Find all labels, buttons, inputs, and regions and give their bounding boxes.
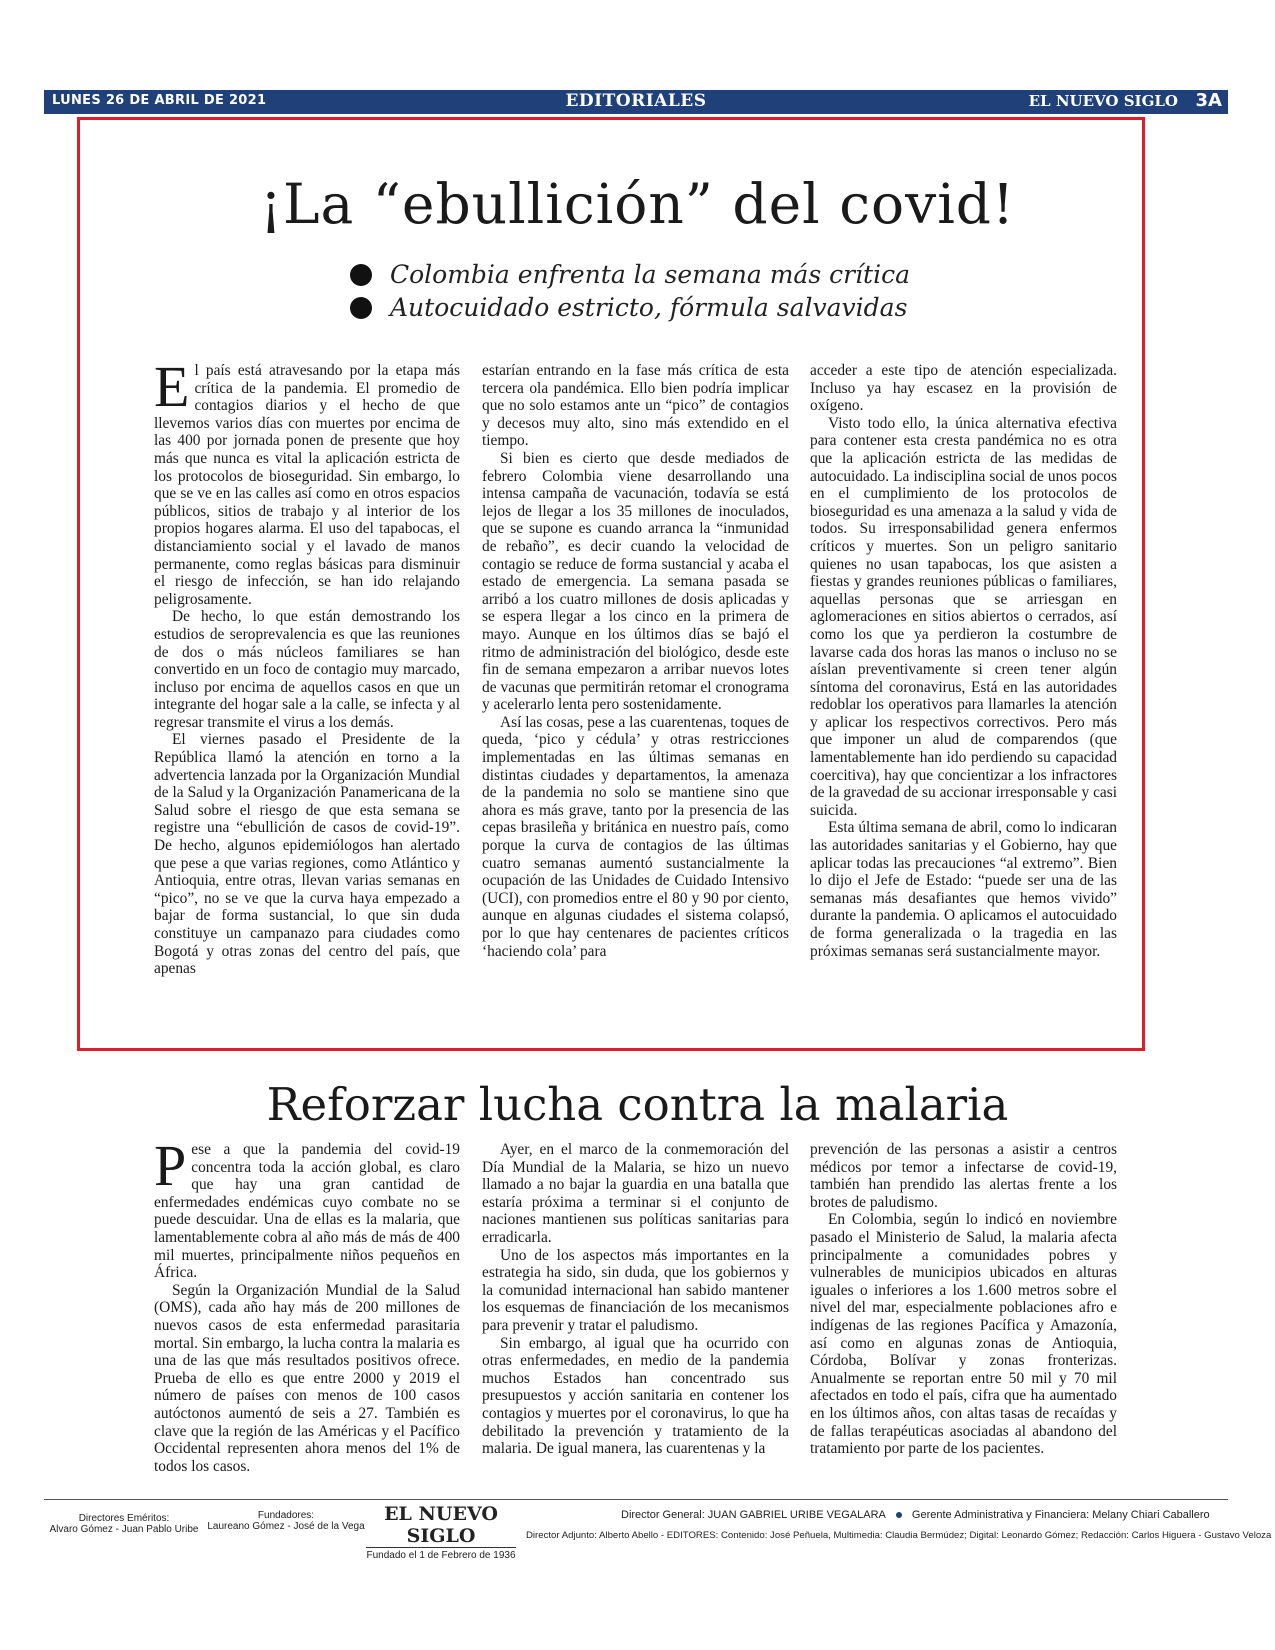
bullet-item [350,258,970,291]
bullet-dot-icon [350,264,372,286]
issue-date: LUNES 26 DE ABRIL DE 2021 [52,93,267,108]
bullet-text: Colombia enfrenta la semana más crítica [390,260,910,289]
editorial-1-column-1 [154,354,460,978]
editorial-2-column-1 [154,1133,460,1475]
footer-staff: Director Adjunto: Alberto Abello - EDITORES: Contenido: José Peñuela, Multimedia: Claudia Bermúdez; Digital: Leonardo Gómez; Redacción: Carlos Higuera - Gustavo Veloza [526,1530,1272,1541]
fundadores-names: Laureano Gómez - José de la Vega [207,1521,365,1532]
director-general: Director General: JUAN GABRIEL URIBE VEGALARA [621,1509,886,1521]
paragraph: Si bien es cierto que desde mediados de febrero Colombia viene desarrollando una intensa campaña de vacunación, todavía se está lejos de llegar a los 35 millones de inoculados, que se supone es cuando arranca la “inmunidad de rebaño”, es decir cuando la velocidad de contagio se reduce de forma sustancial y acaba el estado de emergencia. La semana pasada se arribó a los cuatro millones de dosis aplicadas y se espera llegar a los cinco en la primera de mayo. Aunque en los últimos días se bajó el ritmo de administración del biológico, desde este fin de semana empezaron a arribar nuevos lotes de vacunas que permitirán retomar el cronograma y acelerarlo lenta pero sostenidamente. [482,449,789,714]
paragraph: Visto todo ello, la única alternativa efectiva para contener esta cresta pandémica no es otra que la aplicación estricta de las medidas de autocuidado. La indisciplina social de unos pocos en el cumplimiento de los protocolos de bioseguridad es una amenaza a la salud y vida de todos. Su irresponsabilidad genera enfermos críticos y muertes. Son un peligro sanitario quienes no usan tapabocas, los que asisten a fiestas y grandes reuniones públicas o familiares, aquellas personas que se arriesgan en aglomeraciones en sitios abiertos o cerrados, así como los que ya perdieron la costumbre de lavarse cada dos horas las manos o incluso no se aíslan preventivamente si creen tener algún síntoma del coronavirus, Está en las autoridades redoblar los operativos para llamarles la atención y aplicar los respectivos correctivos. Pero más que imponer un alud de comparendos (que lamentablemente han ido perdiendo su capacidad coercitiva), hay que concientizar a los infractores de la gravedad de su accionar irresponsable y casi suicida. [810,414,1117,819]
emeritos-label: Directores Eméritos: [78,1513,170,1524]
drop-cap: E [154,354,190,419]
footer-divider [44,1499,1228,1500]
paragraph: De hecho, lo que están demostrando los estudios de seroprevalencia es que las reuniones de dos o más núcleos familiares se han convertido en un foco de contagio muy marcado, incluso por encima de aquellos casos en que un integrante del hogar sale a la calle, se infecta y al regresar transmite el virus a los demás. [154,608,460,731]
footer-directors [540,1509,1230,1521]
footer-fundadores [206,1510,366,1532]
footer-logo: EL NUEVO SIGLO [384,1503,498,1547]
editorial-1-bullets [350,258,970,324]
paragraph: Así las cosas, pese a las cuarentenas, toques de queda, ‘pico y cédula’ y otras restricciones implementadas en las últimas semanas en distintas ciudades y departamentos, la amenaza de la pandemia no solo se mantiene sino que ahora es más grave, tanto por la presencia de las cepas brasileña y británica en nuestro país, como porque la curva de contagios de las últimas cuatro semanas aumentó sustancialmente la ocupación de las Unidades de Cuidado Intensivo (UCI), con promedios entre el 80 y 90 por ciento, aunque en algunas ciudades el sistema colapsó, por lo que hay centenares de pacientes críticos ‘haciendo cola’ para [482,713,789,960]
paragraph: Pese a que la pandemia del covid-19 concentra toda la acción global, es claro que hay una gran cantidad de enfermedades endémicas cuyo combate no se puede descuidar. Una de ellas es la malaria, que lamentablemente cobra al año más de más de 400 mil muertes, principalmente niños pequeños en África. [154,1133,460,1282]
founded-date: Fundado el 1 de Febrero de 1936 [366,1547,516,1561]
paragraph: El país está atravesando por la etapa más crítica de la pandemia. El promedio de contagios diarios y el hecho de que llevemos varios días con muertes por encima de las 400 por jornada ponen de presente que hoy más que nunca es vital la aplicación estricta de los protocolos de bioseguridad. Sin embargo, lo que se ve en las calles así como en otros espacios públicos, sitios de trabajo y al interior de los propios hogares alarma. El uso del tapabocas, el distanciamiento social y el lavado de manos permanente, como reglas básicas para disminuir el riesgo de infección, se han ido relajando peligrosamente. [154,354,460,608]
drop-cap: P [154,1133,187,1198]
paragraph: En Colombia, según lo indicó en noviembre pasado el Ministerio de Salud, la malaria afecta principalmente a comunidades pobres y vulnerables de municipios ubicados en alturas iguales o inferiores a los 1.600 metros sobre el nivel del mar, especialmente poblaciones afro e indígenas de las regiones Pacífica y Amazonía, así como en algunas zonas de Antioquia, Córdoba, Bolívar y zonas fronterizas. Anualmente se reportan entre 50 mil y 70 mil afectados en todo el país, cifra que ha aumentado en los últimos años, con altas tasas de recaídas y de fallas terapéuticas asociadas al abandono del tratamiento por parte de los pacientes. [810,1211,1117,1458]
paragraph: Sin embargo, al igual que ha ocurrido con otras enfermedades, en medio de la pandemia muchos Estados han concentrado sus presupuestos y acción sanitaria en contener los contagios y muertes por el coronavirus, lo que ha debilitado la prevención y tratamiento de la malaria. De igual manera, las cuarentenas y la [482,1334,789,1458]
paragraph: acceder a este tipo de atención especializada. Incluso ya hay escasez en la provisión de oxígeno. [810,362,1117,415]
editorial-1-title: ¡La “ebullición” del covid! [259,172,1016,236]
editorial-2-title: Reforzar lucha contra la malaria [266,1078,1009,1131]
paragraph: Uno de los aspectos más importantes en la estrategia ha sido, sin duda, que los gobiernos y la comunidad internacional han sabido mantener los esquemas de financiación de los mecanismos para prevenir y tratar el paludismo. [482,1246,789,1334]
brand-name: EL NUEVO SIGLO [1028,92,1178,110]
page-header [44,90,1228,114]
editorial-1-column-3 [810,362,1117,960]
footer-emeritos [44,1513,204,1535]
emeritos-names: Alvaro Gómez - Juan Pablo Uribe [49,1524,199,1535]
editorial-2-column-3 [810,1141,1117,1458]
fundadores-label: Fundadores: [257,1510,315,1521]
bullet-item [350,291,970,324]
paragraph: Según la Organización Mundial de la Salud (OMS), cada año hay más de 200 millones de nuevos casos de esta enfermedad parasitaria mortal. Sin embargo, la lucha contra la malaria es una de las que más resultados positivos ofrece. Prueba de ello es que entre 2000 y 2019 el número de países con menos de 100 casos autóctonos aumentó de seis a 27. También es clave que la región de las Américas y el Pacífico Occidental representen ahora menos del 1% de todos los casos. [154,1281,460,1475]
editorial-2-column-2 [482,1141,789,1458]
section-title: EDITORIALES [565,91,707,111]
footer-logo-block [366,1503,516,1561]
page-number: 3A [1195,90,1222,111]
gerente: Gerente Administrativa y Financiera: Melany Chiari Caballero [911,1509,1210,1521]
editorial-1-column-2 [482,362,789,960]
paragraph: estarían entrando en la fase más crítica de esta tercera ola pandémica. Ello bien podría implicar que no solo estamos ante un “pico” de contagios y decesos muy alto, sino más extendido en el tiempo. [482,362,789,450]
paragraph: Esta última semana de abril, como lo indicaran las autoridades sanitarias y el Gobierno, hay que aplicar todas las precauciones “al extremo”. Bien lo dijo el Jefe de Estado: “puede ser una de las semanas más desafiantes que hemos vivido” durante la pandemia. O aplicamos el autocuidado de forma generalizada o la tragedia en las próximas semanas será sustancialmente mayor. [810,819,1117,960]
separator-dot-icon [896,1512,902,1518]
bullet-text: Autocuidado estricto, fórmula salvavidas [390,293,908,322]
paragraph: Ayer, en el marco de la conmemoración del Día Mundial de la Malaria, se hizo un nuevo llamado a no bajar la guardia en una batalla que estaría próxima a terminar si el conjunto de naciones mantienen sus políticas sanitarias para erradicarla. [482,1141,789,1246]
paragraph: El viernes pasado el Presidente de la República llamó la atención en torno a la advertencia lanzada por la Organización Mundial de la Salud y la Organización Panamericana de la Salud sobre el riesgo de que esta semana se registre una “ebullición de casos de covid-19”. De hecho, algunos epidemiólogos han alertado que pese a que varias regiones, como Atlántico y Antioquia, entre otras, llevan varias semanas en “pico”, no se ve que la curva haya empezado a bajar de forma sustancial, lo que sin duda constituye un campanazo para ciudades como Bogotá y otras zonas del centro del país, que apenas [154,731,460,978]
bullet-dot-icon [350,297,372,319]
paragraph: prevención de las personas a asistir a centros médicos por temor a infectarse de covid-19, también han prendido las alertas frente a los brotes de paludismo. [810,1141,1117,1211]
